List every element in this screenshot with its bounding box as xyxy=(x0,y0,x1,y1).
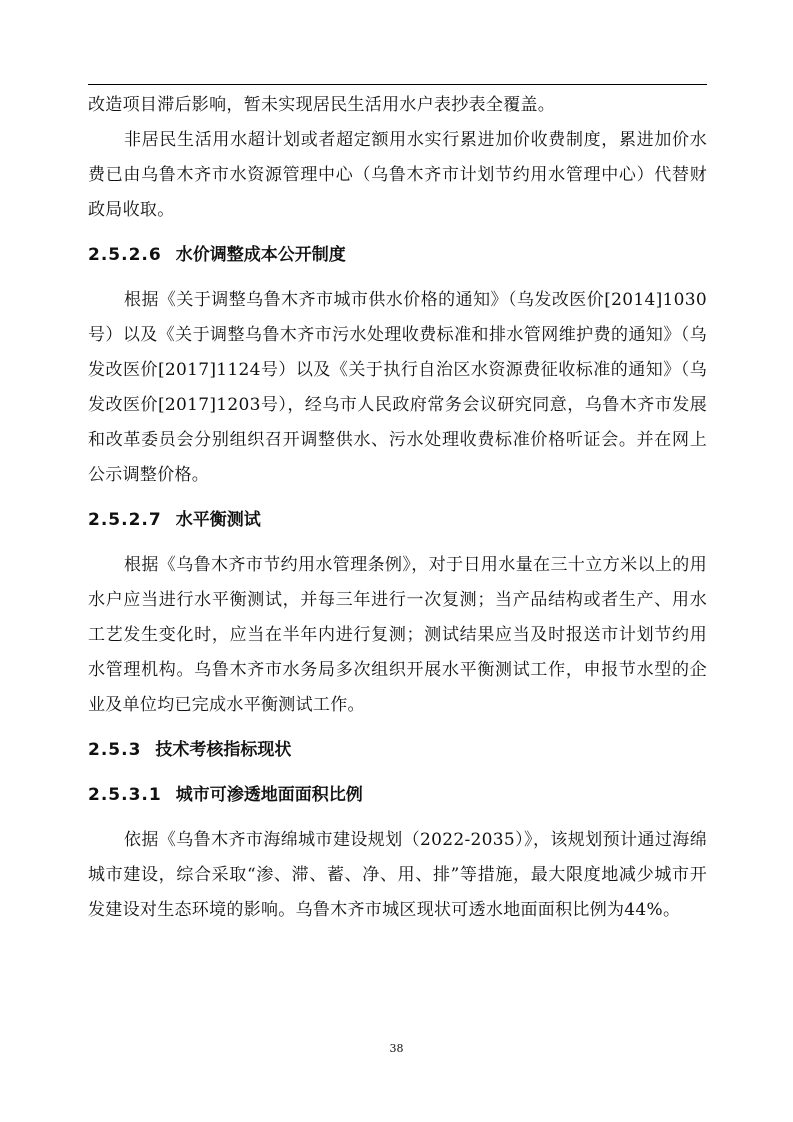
heading-number: 2.5.3 xyxy=(88,740,142,760)
paragraph-price-adjustment: 根据《关于调整乌鲁木齐市城市供水价格的通知》（乌发改医价[2014]1030号）以及《关于调整乌鲁木齐市污水处理收费标准和排水管网维护费的通知》（乌发改医价[2017]1124号）以及《关于执行自治区水资源费征收标准的通知》（乌发改医价[2017]1203号），经乌市人民政府常务会议研究同意，乌鲁木齐市发展和改革委员会分别组织召开调整供水、污水处理收费标准价格听证会。并在网上公示调整价格。 xyxy=(88,290,707,485)
heading-number: 2.5.2.6 xyxy=(88,245,162,265)
paragraph-permeable-area: 依据《乌鲁木齐市海绵城市建设规划（2022-2035）》，该规划预计通过海绵城市建设，综合采取“渗、滞、蓄、净、用、排”等措施，最大限度地减少城市开发建设对生态环境的影响。乌鲁木齐市城区现状可透水地面面积比例为44%。 xyxy=(88,830,707,920)
header-rule xyxy=(88,84,707,85)
heading-number: 2.5.3.1 xyxy=(88,785,162,805)
section-heading-2-5-3 xyxy=(88,733,707,768)
section-heading-2-5-2-6 xyxy=(88,238,707,273)
heading-title: 水价调整成本公开制度 xyxy=(175,245,346,265)
section-heading-2-5-3-1 xyxy=(88,778,707,813)
heading-title: 水平衡测试 xyxy=(175,510,261,530)
page-content xyxy=(88,88,707,928)
heading-title: 技术考核指标现状 xyxy=(155,740,292,760)
section-heading-2-5-2-7 xyxy=(88,503,707,538)
page-number: 38 xyxy=(389,1042,404,1055)
paragraph-continuation: 改造项目滞后影响，暂未实现居民生活用水户表抄表全覆盖。 xyxy=(88,95,556,115)
paragraph-surcharge: 非居民生活用水超计划或者超定额用水实行累进加价收费制度，累进加价水费已由乌鲁木齐市水资源管理中心（乌鲁木齐市计划节约用水管理中心）代替财政局收取。 xyxy=(88,130,707,220)
heading-number: 2.5.2.7 xyxy=(88,510,162,530)
heading-title: 城市可渗透地面面积比例 xyxy=(175,785,363,805)
paragraph-water-balance: 根据《乌鲁木齐市节约用水管理条例》，对于日用水量在三十立方米以上的用水户应当进行水平衡测试，并每三年进行一次复测；当产品结构或者生产、用水工艺发生变化时，应当在半年内进行复测；测试结果应当及时报送市计划节约用水管理机构。乌鲁木齐市水务局多次组织开展水平衡测试工作，申报节水型的企业及单位均已完成水平衡测试工作。 xyxy=(88,555,707,715)
